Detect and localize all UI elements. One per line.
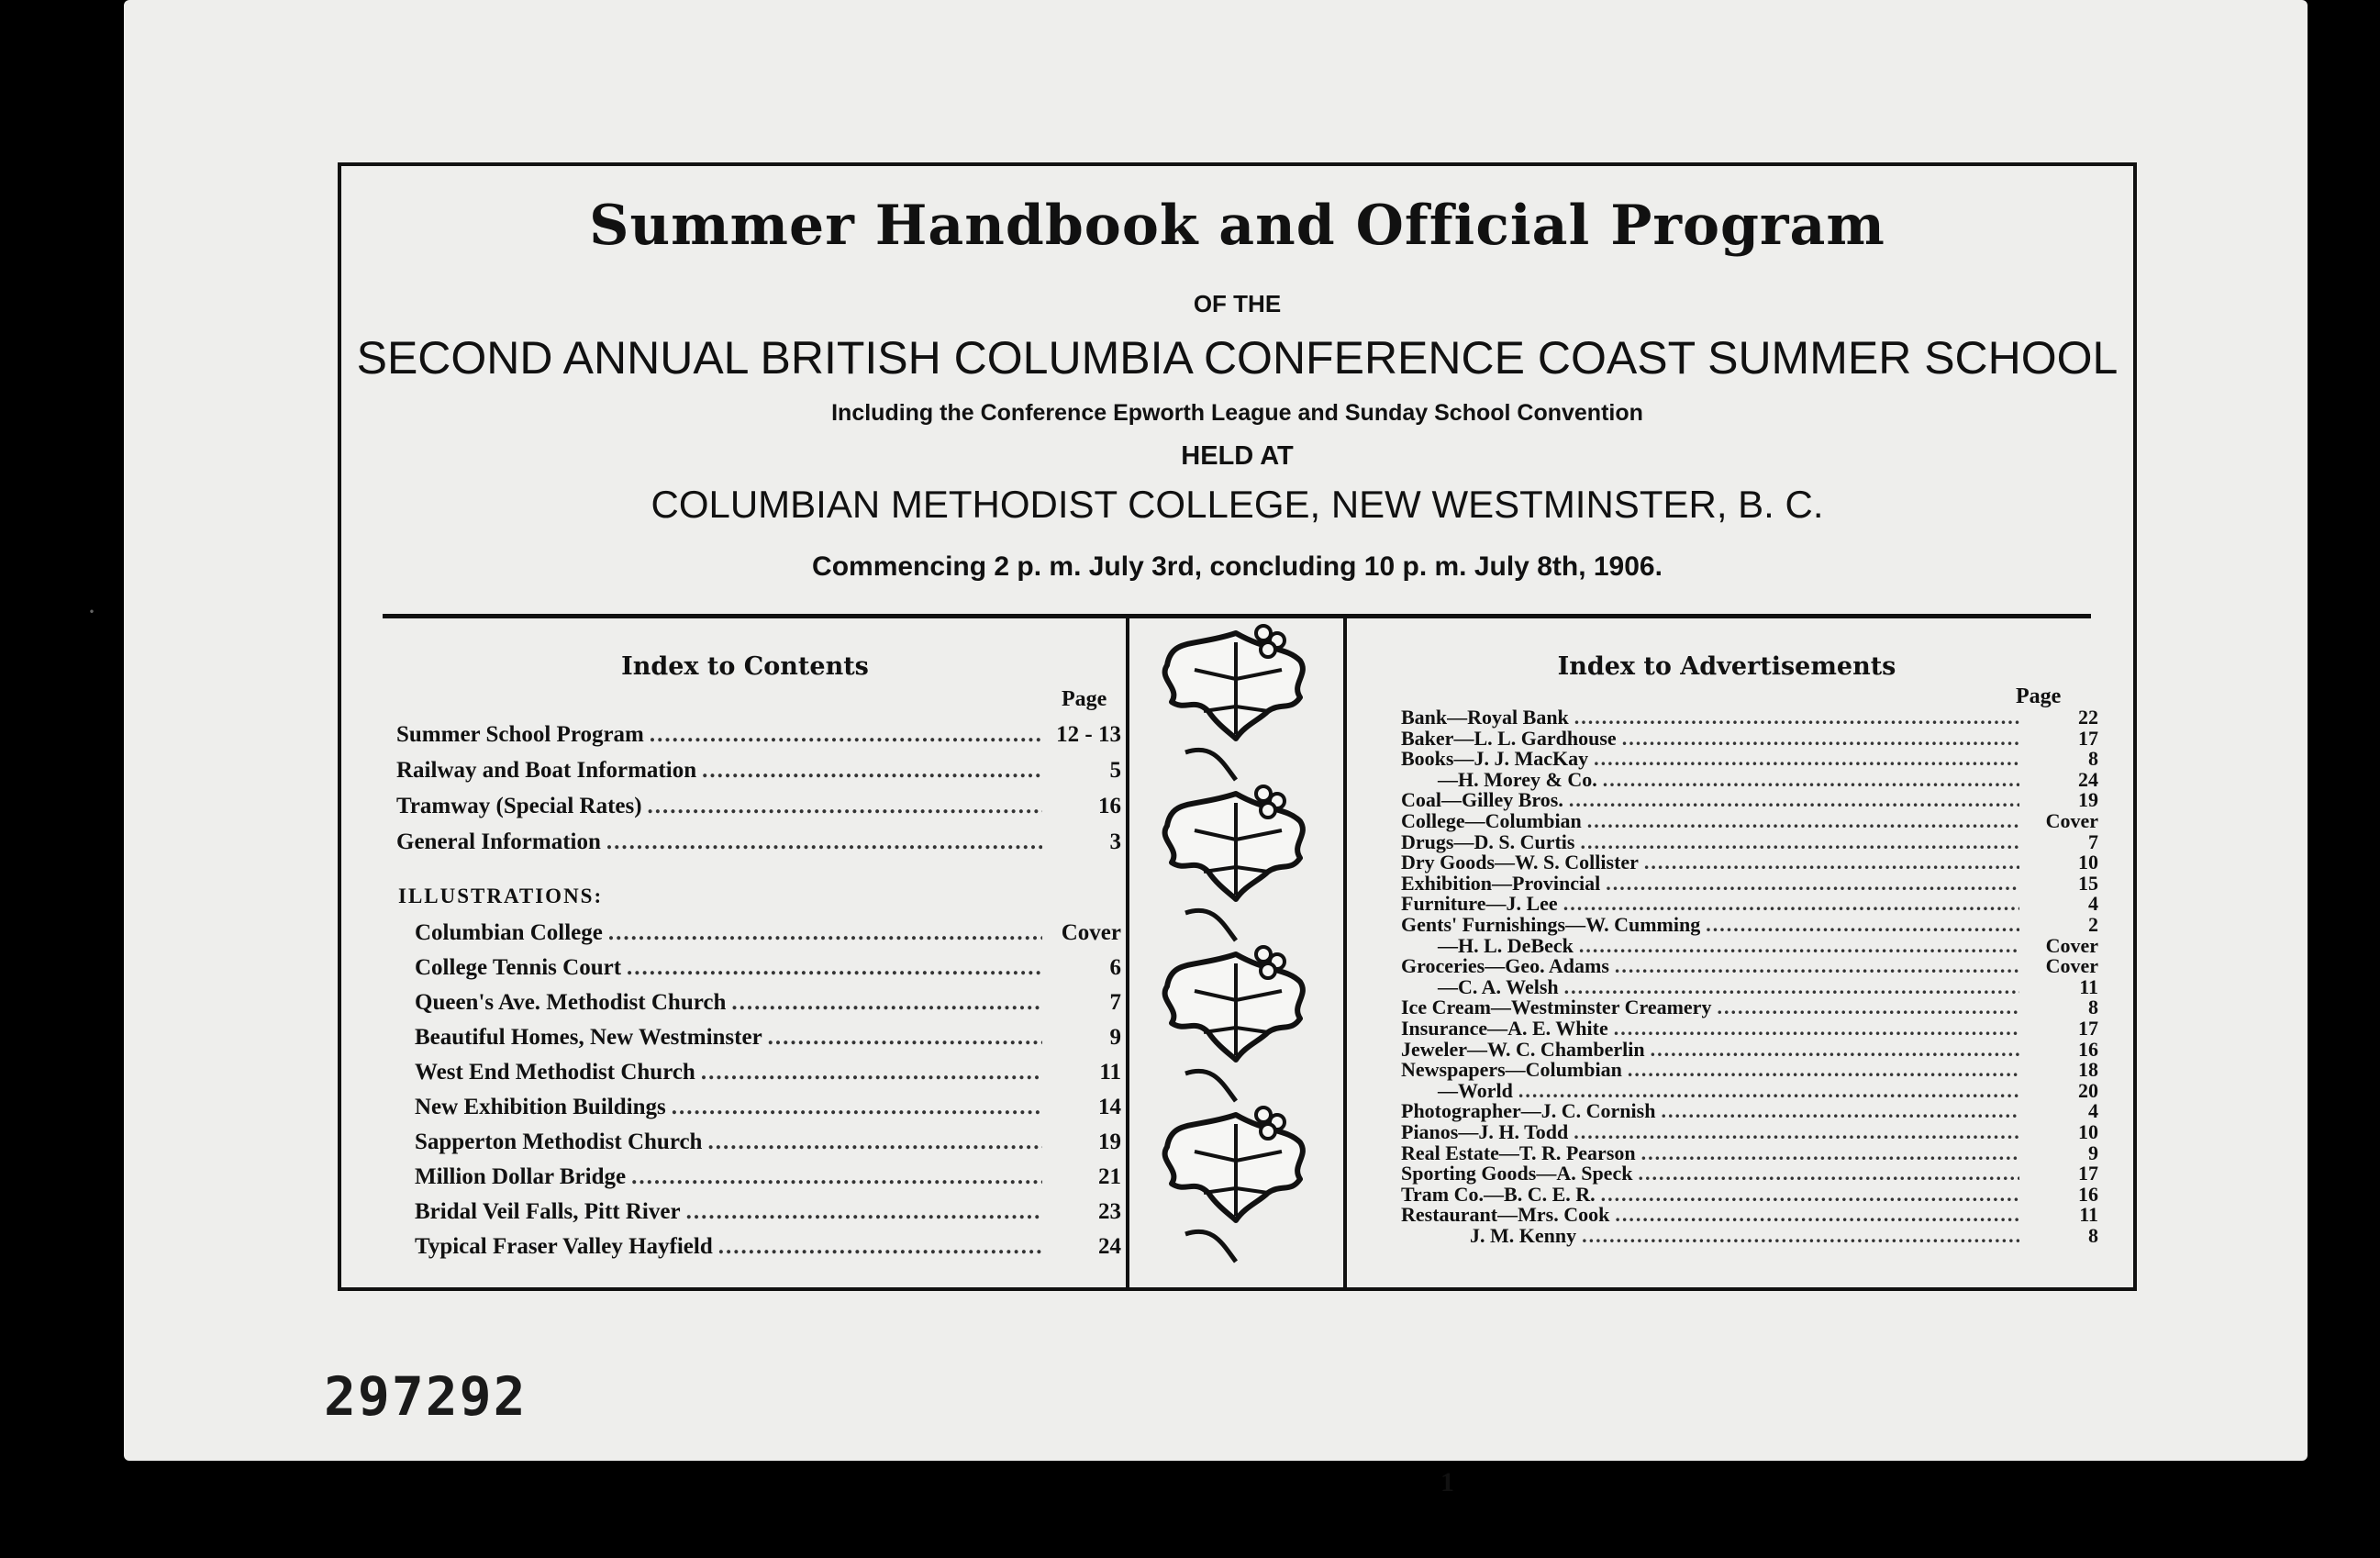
advertisement-entry: [1438, 974, 2098, 998]
contents-entry: [396, 758, 1121, 789]
leader-dots: [650, 722, 1042, 748]
entry-label: Real Estate—T. R. Pearson: [1401, 1141, 1636, 1164]
leader-dots: [1614, 1018, 2019, 1039]
entry-page: Cover: [1061, 920, 1121, 945]
leader-dots: [1644, 852, 2019, 873]
leader-dots: [1706, 915, 2019, 935]
leader-dots: [608, 920, 1042, 946]
entry-page: 8: [2088, 996, 2098, 1019]
leader-dots: [1594, 749, 2019, 769]
illustration-entry: [415, 1025, 1121, 1056]
entry-label: Gents' Furnishings—W. Cumming: [1401, 913, 1701, 936]
advertisement-entry: [1401, 1143, 2098, 1164]
leader-dots: [631, 1164, 1042, 1190]
leader-dots: [1638, 1163, 2019, 1184]
advertisement-entry: [1401, 1037, 2098, 1061]
contents-entry: [396, 794, 1121, 825]
advertisement-entry: [1401, 1205, 2098, 1226]
advertisement-entry: [1401, 707, 2098, 729]
advertisement-entry: [1401, 956, 2098, 977]
leader-dots: [707, 1130, 1042, 1155]
entry-label: Insurance—A. E. White: [1401, 1017, 1608, 1040]
leader-dots: [1579, 936, 2019, 956]
entry-label: Books—J. J. MacKay: [1401, 747, 1589, 771]
advertisement-entry: [1401, 790, 2098, 811]
entry-page: 23: [1098, 1199, 1121, 1224]
advertisement-entry: [1401, 871, 2098, 895]
entry-page: 11: [2079, 974, 2098, 998]
scanned-sheet: [87, 0, 2308, 1497]
leader-dots: [1601, 1185, 2019, 1205]
entry-label: Typical Fraser Valley Hayfield: [415, 1234, 713, 1259]
entry-label: —H. L. DeBeck: [1438, 933, 1574, 957]
advertisement-entry: [1401, 1122, 2098, 1143]
advertisement-entry: [1401, 915, 2098, 936]
leader-dots: [1580, 832, 2019, 852]
entry-page: 16: [2078, 1182, 2098, 1206]
entry-label: Pianos—J. H. Todd: [1401, 1120, 1569, 1143]
dates-line: Commencing 2 p. m. July 3rd, concluding 10 p. m. July 8th, 1906.: [812, 551, 1663, 582]
leader-dots: [686, 1199, 1042, 1225]
entry-page: 6: [1109, 955, 1121, 980]
entry-page: 24: [1098, 1234, 1121, 1259]
entry-label: Photographer—J. C. Cornish: [1401, 1099, 1656, 1123]
header-divider: [383, 614, 2091, 618]
advertisement-entry: [1438, 1078, 2098, 1102]
entry-label: Jeweler—W. C. Chamberlin: [1401, 1037, 1645, 1061]
entry-page: 21: [1098, 1164, 1121, 1189]
illustration-entry: [415, 990, 1121, 1021]
leader-dots: [1563, 894, 2019, 914]
entry-label: College Tennis Court: [415, 955, 622, 980]
entry-label: Restaurant—Mrs. Cook: [1401, 1203, 1610, 1227]
entry-label: Coal—Gilley Bros.: [1401, 788, 1563, 812]
leader-dots: [1569, 790, 2019, 810]
catalog-number: 297292: [324, 1365, 528, 1428]
page-title: Summer Handbook and Official Program: [589, 194, 1885, 258]
entry-label: Columbian College: [415, 920, 603, 945]
entry-label: Dry Goods—W. S. Collister: [1401, 851, 1639, 874]
entry-page: 14: [1098, 1095, 1121, 1119]
entry-label: Queen's Ave. Methodist Church: [415, 990, 727, 1015]
entry-label: New Exhibition Buildings: [415, 1095, 666, 1119]
advertisement-entry: [1401, 829, 2098, 853]
advertisement-entry: [1401, 1101, 2098, 1122]
leader-dots: [1628, 1060, 2019, 1080]
entry-label: Sapperton Methodist Church: [415, 1130, 703, 1154]
entry-label: Tramway (Special Rates): [396, 794, 642, 818]
leader-dots: [702, 758, 1042, 784]
leader-dots: [1651, 1040, 2019, 1060]
contents-entry: [396, 829, 1121, 861]
entry-page: 16: [2078, 1037, 2098, 1061]
entry-page: 8: [2088, 747, 2098, 771]
entry-label: Furniture—J. Lee: [1401, 892, 1558, 916]
advertisements-page-header: Page: [2016, 684, 2062, 708]
entry-label: Bank—Royal Bank: [1401, 706, 1569, 729]
advertisement-entry: [1401, 811, 2098, 832]
illustration-entry: [415, 1095, 1121, 1126]
entry-label: College—Columbian: [1401, 809, 1582, 832]
leader-dots: [1574, 1122, 2019, 1142]
entry-page: 17: [2078, 726, 2098, 750]
entry-label: Groceries—Geo. Adams: [1401, 954, 1609, 978]
entry-label: Beautiful Homes, New Westminster: [415, 1025, 762, 1050]
contents-title: Index to Contents: [621, 652, 869, 681]
leaf-ornament-border: [1130, 619, 1341, 1285]
of-the-line: OF THE: [1193, 290, 1282, 317]
entry-page: 2: [2088, 913, 2098, 936]
illustration-entry: [415, 1164, 1121, 1196]
illustration-entry: [415, 955, 1121, 986]
college-name: COLUMBIAN METHODIST COLLEGE, NEW WESTMINSTER, B. C.: [651, 483, 1824, 526]
entry-page: 10: [2078, 1120, 2098, 1143]
leader-dots: [1615, 956, 2019, 976]
leader-dots: [1641, 1143, 2019, 1163]
entry-page: Cover: [2045, 809, 2098, 832]
column-divider-right: [1343, 616, 1347, 1291]
entry-page: 9: [1109, 1025, 1121, 1050]
leader-dots: [1717, 997, 2019, 1018]
entry-label: J. M. Kenny: [1470, 1224, 1577, 1247]
entry-label: Tram Co.—B. C. E. R.: [1401, 1182, 1596, 1206]
entry-page: 19: [2078, 788, 2098, 812]
leader-dots: [1603, 770, 2019, 790]
entry-page: 11: [2079, 1203, 2098, 1227]
leader-dots: [701, 1060, 1042, 1085]
advertisement-entry: [1401, 726, 2098, 750]
vine-leaf-icon: [1130, 619, 1341, 1285]
page-number: 1: [1440, 1467, 1454, 1497]
entry-label: Summer School Program: [396, 722, 644, 747]
entry-label: Million Dollar Bridge: [415, 1164, 627, 1189]
held-at-line: HELD AT: [1181, 441, 1294, 471]
leader-dots: [718, 1234, 1042, 1260]
entry-page: 7: [2088, 829, 2098, 853]
entry-page: 18: [2078, 1058, 2098, 1082]
entry-page: 11: [1099, 1060, 1121, 1085]
illustration-entry: [415, 1199, 1121, 1230]
entry-page: 19: [1098, 1130, 1121, 1154]
advertisement-entry: [1401, 1060, 2098, 1081]
entry-page: 15: [2078, 871, 2098, 895]
entry-label: Baker—L. L. Gardhouse: [1401, 726, 1617, 750]
entry-page: 12 - 13: [1056, 722, 1121, 747]
leader-dots: [1574, 707, 2019, 728]
entry-label: Bridal Veil Falls, Pitt River: [415, 1199, 681, 1224]
leader-dots: [731, 990, 1042, 1016]
entry-label: Railway and Boat Information: [396, 758, 697, 783]
leader-dots: [627, 955, 1042, 981]
leader-dots: [672, 1095, 1042, 1120]
entry-label: Sporting Goods—A. Speck: [1401, 1162, 1633, 1185]
advertisement-entry: [1401, 894, 2098, 915]
leader-dots: [1622, 729, 2019, 749]
entry-page: 10: [2078, 851, 2098, 874]
advertisement-entry: [1401, 1182, 2098, 1206]
entry-page: 17: [2078, 1017, 2098, 1040]
entry-page: 5: [1109, 758, 1121, 783]
advertisement-entry: [1438, 933, 2098, 957]
entry-page: 22: [2078, 706, 2098, 729]
illustration-entry: [415, 1060, 1121, 1091]
leader-dots: [1564, 977, 2019, 997]
entry-page: 8: [2088, 1224, 2098, 1247]
contents-page-header: Page: [1062, 687, 1107, 711]
leader-dots: [648, 794, 1042, 819]
entry-page: 3: [1109, 829, 1121, 854]
entry-page: 9: [2088, 1141, 2098, 1164]
leader-dots: [1582, 1226, 2019, 1246]
leader-dots: [606, 829, 1042, 855]
entry-label: Exhibition—Provincial: [1401, 871, 1601, 895]
entry-page: 17: [2078, 1162, 2098, 1185]
entry-label: —World: [1438, 1078, 1513, 1102]
entry-label: Newspapers—Columbian: [1401, 1058, 1622, 1082]
advertisement-entry: [1401, 852, 2098, 874]
leader-dots: [1615, 1205, 2019, 1225]
illustrations-heading: ILLUSTRATIONS:: [398, 885, 604, 907]
advertisement-entry: [1470, 1226, 2098, 1247]
leader-dots: [768, 1025, 1042, 1051]
leader-dots: [1587, 811, 2019, 831]
column-divider-left: [1126, 616, 1129, 1291]
illustration-entry: [415, 1130, 1121, 1161]
leader-dots: [1518, 1081, 2019, 1101]
entry-label: Drugs—D. S. Curtis: [1401, 829, 1575, 853]
entry-page: 4: [2088, 1099, 2098, 1123]
entry-page: 7: [1109, 990, 1121, 1015]
entry-label: —C. A. Welsh: [1438, 974, 1559, 998]
advertisement-entry: [1401, 749, 2098, 770]
entry-label: General Information: [396, 829, 601, 854]
leader-dots: [1661, 1101, 2019, 1121]
entry-page: Cover: [2045, 933, 2098, 957]
entry-page: 20: [2078, 1078, 2098, 1102]
school-name: SECOND ANNUAL BRITISH COLUMBIA CONFERENCE COAST SUMMER SCHOOL: [356, 332, 2119, 384]
entry-page: 4: [2088, 892, 2098, 916]
entry-page: 24: [2078, 767, 2098, 791]
entry-page: Cover: [2045, 954, 2098, 978]
contents-entry: [396, 722, 1121, 753]
scan-speck: ·: [87, 596, 96, 627]
leader-dots: [1606, 874, 2019, 894]
entry-label: Ice Cream—Westminster Creamery: [1401, 996, 1712, 1019]
advertisement-entry: [1401, 997, 2098, 1018]
advertisements-title: Index to Advertisements: [1557, 652, 1896, 681]
illustration-entry: [415, 920, 1121, 951]
entry-page: 16: [1098, 794, 1121, 818]
advertisement-entry: [1401, 1018, 2098, 1040]
illustration-entry: [415, 1234, 1121, 1265]
entry-label: West End Methodist Church: [415, 1060, 695, 1085]
advertisement-entry: [1438, 767, 2098, 791]
entry-label: —H. Morey & Co.: [1438, 767, 1597, 791]
including-line: Including the Conference Epworth League and Sunday School Convention: [831, 400, 1643, 426]
advertisement-entry: [1401, 1163, 2098, 1185]
